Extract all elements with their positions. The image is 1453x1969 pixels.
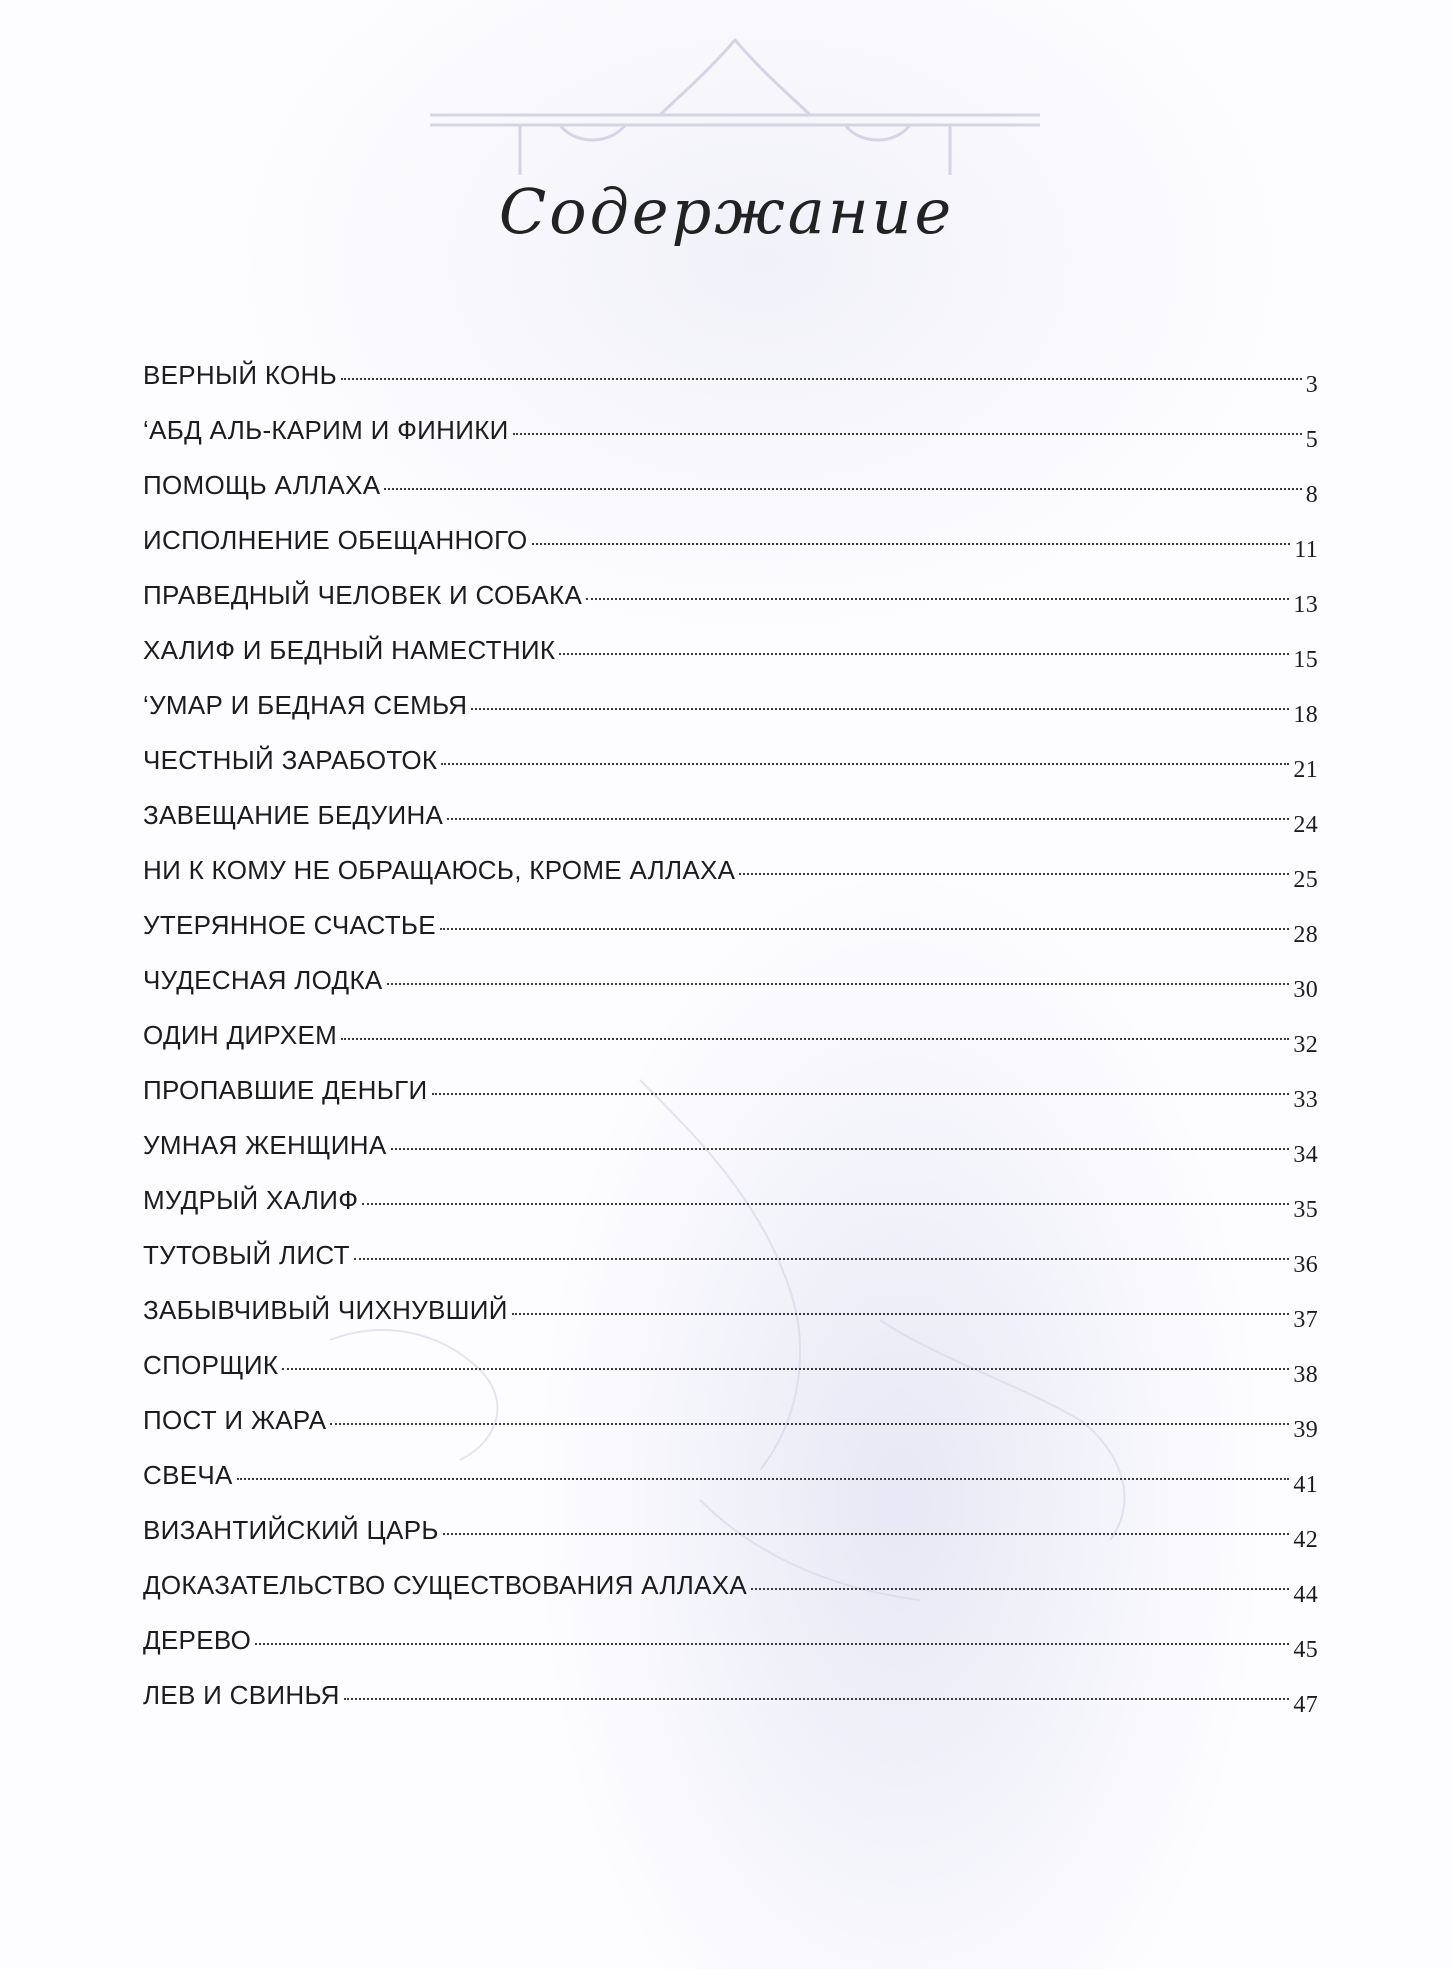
toc-entry — [143, 965, 1318, 1020]
toc-entry — [143, 415, 1318, 470]
dot-leader — [512, 1313, 1290, 1315]
dot-leader — [237, 1478, 1290, 1480]
toc-entry-title: ПОСТ И ЖАРА — [143, 1405, 327, 1435]
dot-leader — [739, 873, 1289, 875]
toc-entry-title: ЧУДЕСНАЯ ЛОДКА — [143, 965, 383, 995]
toc-entry-title: ДЕРЕВО — [143, 1625, 252, 1655]
toc-entry — [143, 1625, 1318, 1680]
toc-entry — [143, 800, 1318, 855]
toc-entry-title: ИСПОЛНЕНИЕ ОБЕЩАННОГО — [143, 525, 528, 555]
toc-entry-title: ОДИН ДИРХЕМ — [143, 1020, 338, 1050]
toc-entry — [143, 1515, 1318, 1570]
toc-entry-page-number: 34 — [1293, 1142, 1318, 1168]
toc-entry-page-number: 3 — [1305, 372, 1318, 398]
toc-entry-page-number: 30 — [1293, 977, 1318, 1003]
toc-entry-page-number: 15 — [1293, 647, 1318, 673]
dot-leader — [751, 1588, 1289, 1590]
dot-leader — [441, 763, 1289, 765]
toc-entry — [143, 525, 1318, 580]
dot-leader — [330, 1423, 1289, 1425]
page-title: Содержание — [498, 175, 955, 248]
toc-entry — [143, 360, 1318, 415]
toc-entry-page-number: 39 — [1293, 1417, 1318, 1443]
toc-entry-title: НИ К КОМУ НЕ ОБРАЩАЮСЬ, КРОМЕ АЛЛАХА — [143, 855, 736, 885]
toc-entry — [143, 1570, 1318, 1625]
toc-entry — [143, 470, 1318, 525]
dot-leader — [384, 488, 1301, 490]
dot-leader — [387, 983, 1290, 985]
dot-leader — [282, 1368, 1289, 1370]
toc-entry — [143, 690, 1318, 745]
toc-entry — [143, 635, 1318, 690]
toc-entry — [143, 855, 1318, 910]
toc-entry-title: ПОМОЩЬ АЛЛАХА — [143, 470, 381, 500]
toc-entry-page-number: 8 — [1305, 482, 1318, 508]
dot-leader — [443, 1533, 1290, 1535]
toc-entry — [143, 580, 1318, 635]
toc-entry — [143, 1680, 1318, 1735]
toc-entry-title: ЛЕВ И СВИНЬЯ — [143, 1680, 340, 1710]
toc-entry-title: ПРАВЕДНЫЙ ЧЕЛОВЕК И СОБАКА — [143, 580, 583, 610]
toc-entry — [143, 1185, 1318, 1240]
toc-entry — [143, 1405, 1318, 1460]
toc-entry — [143, 1130, 1318, 1185]
toc-entry-page-number: 5 — [1305, 427, 1318, 453]
toc-entry-page-number: 41 — [1293, 1472, 1318, 1498]
toc-entry-page-number: 28 — [1293, 922, 1318, 948]
dot-leader — [341, 1038, 1289, 1040]
toc-entry-page-number: 32 — [1293, 1032, 1318, 1058]
toc-entry-page-number: 33 — [1293, 1087, 1318, 1113]
toc-entry-title: ЗАВЕЩАНИЕ БЕДУИНА — [143, 800, 444, 830]
toc-entry-title: ВИЗАНТИЙСКИЙ ЦАРЬ — [143, 1515, 439, 1545]
toc-entry-title: МУДРЫЙ ХАЛИФ — [143, 1185, 359, 1215]
toc-entry-page-number: 35 — [1293, 1197, 1318, 1223]
toc-entry-title: УМНАЯ ЖЕНЩИНА — [143, 1130, 387, 1160]
toc-entry-page-number: 21 — [1293, 757, 1318, 783]
toc-entry-page-number: 18 — [1293, 702, 1318, 728]
toc-entry — [143, 1240, 1318, 1295]
table-of-contents — [143, 360, 1318, 1735]
toc-entry-title: ЗАБЫВЧИВЫЙ ЧИХНУВШИЙ — [143, 1295, 508, 1325]
toc-entry-title: ‘УМАР И БЕДНАЯ СЕМЬЯ — [143, 690, 468, 720]
dot-leader — [513, 433, 1302, 435]
dot-leader — [447, 818, 1289, 820]
toc-entry — [143, 1295, 1318, 1350]
dot-leader — [586, 598, 1289, 600]
toc-entry-page-number: 45 — [1293, 1637, 1318, 1663]
toc-entry-title: УТЕРЯННОЕ СЧАСТЬЕ — [143, 910, 436, 940]
dot-leader — [559, 653, 1289, 655]
toc-entry-title: ХАЛИФ И БЕДНЫЙ НАМЕСТНИК — [143, 635, 556, 665]
toc-entry-title: ‘АБД АЛЬ-КАРИМ И ФИНИКИ — [143, 415, 509, 445]
toc-entry-title: ДОКАЗАТЕЛЬСТВО СУЩЕСТВОВАНИЯ АЛЛАХА — [143, 1570, 748, 1600]
toc-entry-page-number: 13 — [1293, 592, 1318, 618]
toc-entry-page-number: 38 — [1293, 1362, 1318, 1388]
dot-leader — [354, 1258, 1290, 1260]
toc-entry-title: ВЕРНЫЙ КОНЬ — [143, 360, 337, 390]
toc-entry-title: СВЕЧА — [143, 1460, 233, 1490]
toc-entry-page-number: 24 — [1293, 812, 1318, 838]
toc-entry-page-number: 25 — [1293, 867, 1318, 893]
dot-leader — [432, 1093, 1290, 1095]
toc-entry-title: ПРОПАВШИЕ ДЕНЬГИ — [143, 1075, 428, 1105]
dot-leader — [440, 928, 1289, 930]
toc-entry-page-number: 47 — [1293, 1692, 1318, 1718]
dot-leader — [532, 543, 1291, 545]
toc-entry-page-number: 11 — [1294, 537, 1318, 563]
toc-entry-page-number: 36 — [1293, 1252, 1318, 1278]
toc-entry-title: ЧЕСТНЫЙ ЗАРАБОТОК — [143, 745, 438, 775]
toc-entry — [143, 745, 1318, 800]
toc-entry — [143, 910, 1318, 965]
dot-leader — [344, 1698, 1290, 1700]
toc-entry — [143, 1020, 1318, 1075]
toc-entry — [143, 1350, 1318, 1405]
dot-leader — [391, 1148, 1290, 1150]
toc-entry — [143, 1460, 1318, 1515]
toc-entry-title: СПОРЩИК — [143, 1350, 279, 1380]
dot-leader — [255, 1643, 1289, 1645]
toc-entry-page-number: 44 — [1293, 1582, 1318, 1608]
toc-entry-page-number: 37 — [1293, 1307, 1318, 1333]
toc-entry-page-number: 42 — [1293, 1527, 1318, 1553]
toc-entry-title: ТУТОВЫЙ ЛИСТ — [143, 1240, 350, 1270]
dot-leader — [471, 708, 1289, 710]
dot-leader — [341, 378, 1302, 380]
dot-leader — [362, 1203, 1289, 1205]
toc-entry — [143, 1075, 1318, 1130]
